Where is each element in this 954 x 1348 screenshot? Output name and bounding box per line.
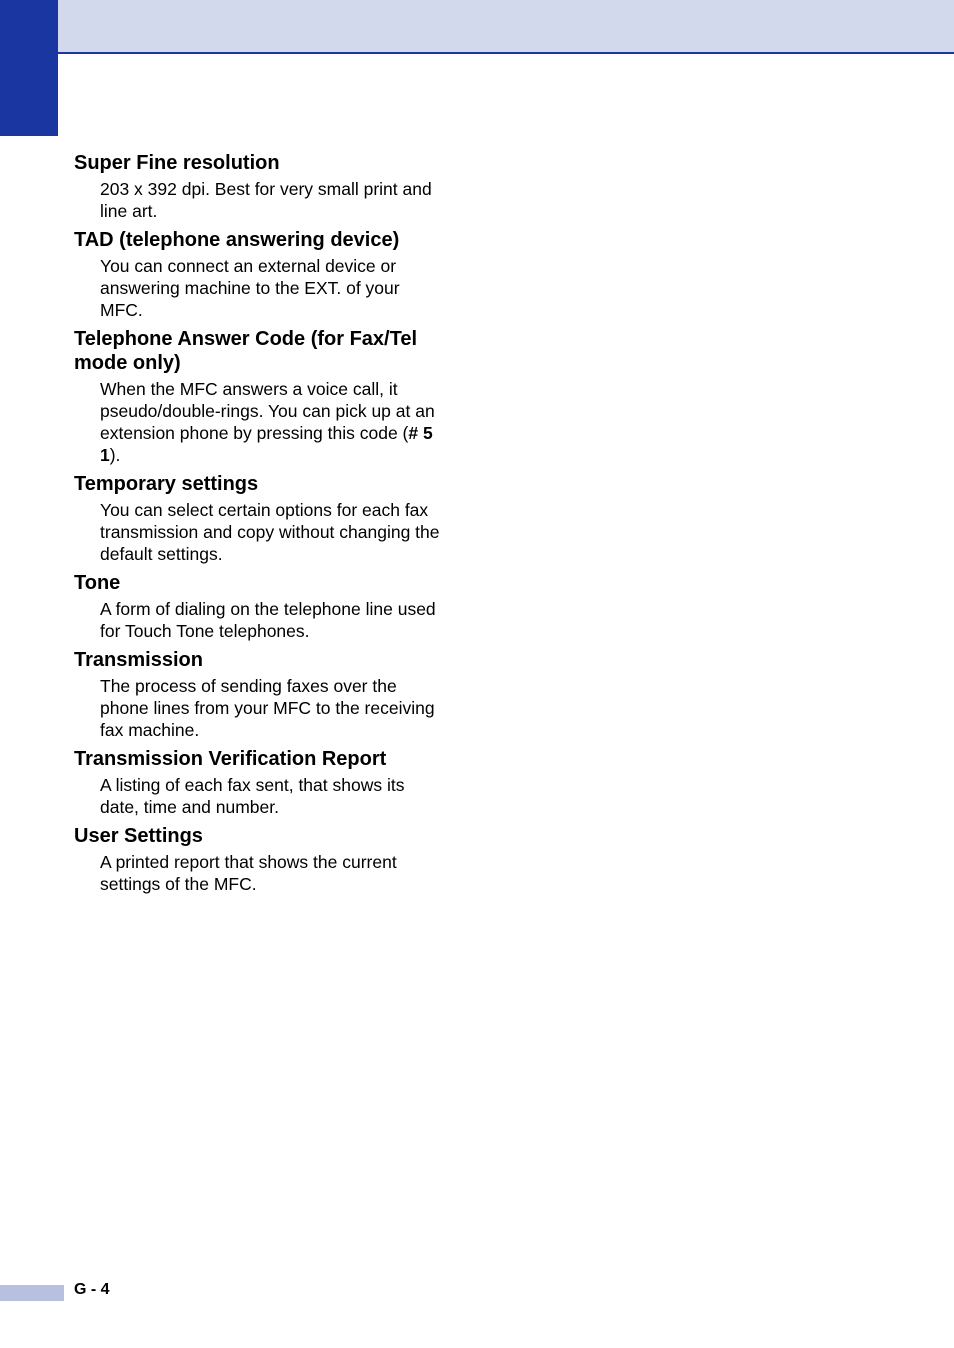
glossary-entry-super-fine-resolution (74, 151, 444, 222)
page-number: G - 4 (74, 1281, 110, 1298)
glossary-term: Tone (74, 572, 121, 594)
glossary-entry-transmission (74, 648, 444, 741)
glossary-entry-user-settings (74, 824, 444, 895)
definition-text-after: ). (109, 445, 121, 465)
glossary-definition: You can connect an external device or answering machine to the EXT. of your MFC. (100, 256, 400, 320)
glossary-list (74, 151, 444, 901)
glossary-entry-tad (74, 228, 444, 321)
glossary-definition (100, 378, 444, 466)
glossary-term: Telephone Answer Code (for Fax/Tel mode only) (74, 328, 418, 374)
glossary-entry-tone (74, 571, 444, 642)
glossary-definition: The process of sending faxes over the phone lines from your MFC to the receiving fax machine. (100, 676, 435, 740)
glossary-term: Transmission (74, 649, 203, 671)
footer-bar (0, 1285, 64, 1301)
answer-code: # 5 1 (100, 423, 433, 465)
glossary-term: Transmission Verification Report (74, 748, 387, 770)
glossary-entry-temporary-settings (74, 472, 444, 565)
glossary-definition: A form of dialing on the telephone line used for Touch Tone telephones. (100, 599, 436, 641)
definition-text-before: When the MFC answers a voice call, it pseudo/double-rings. You can pick up at an extension phone by pressing this code ( (100, 379, 435, 443)
glossary-entry-telephone-answer-code (74, 327, 444, 466)
glossary-definition: A printed report that shows the current settings of the MFC. (100, 852, 397, 894)
glossary-definition: You can select certain options for each fax transmission and copy without changing the default settings. (100, 500, 440, 564)
glossary-entry-transmission-verification-report (74, 747, 444, 818)
glossary-term: TAD (telephone answering device) (74, 229, 400, 251)
glossary-definition: A listing of each fax sent, that shows its date, time and number. (100, 775, 405, 817)
glossary-definition: 203 x 392 dpi. Best for very small print and line art. (100, 179, 432, 221)
glossary-term: Super Fine resolution (74, 152, 280, 174)
glossary-term: User Settings (74, 825, 203, 847)
corner-tab (0, 0, 58, 136)
glossary-term: Temporary settings (74, 473, 259, 495)
header-band (58, 0, 954, 54)
